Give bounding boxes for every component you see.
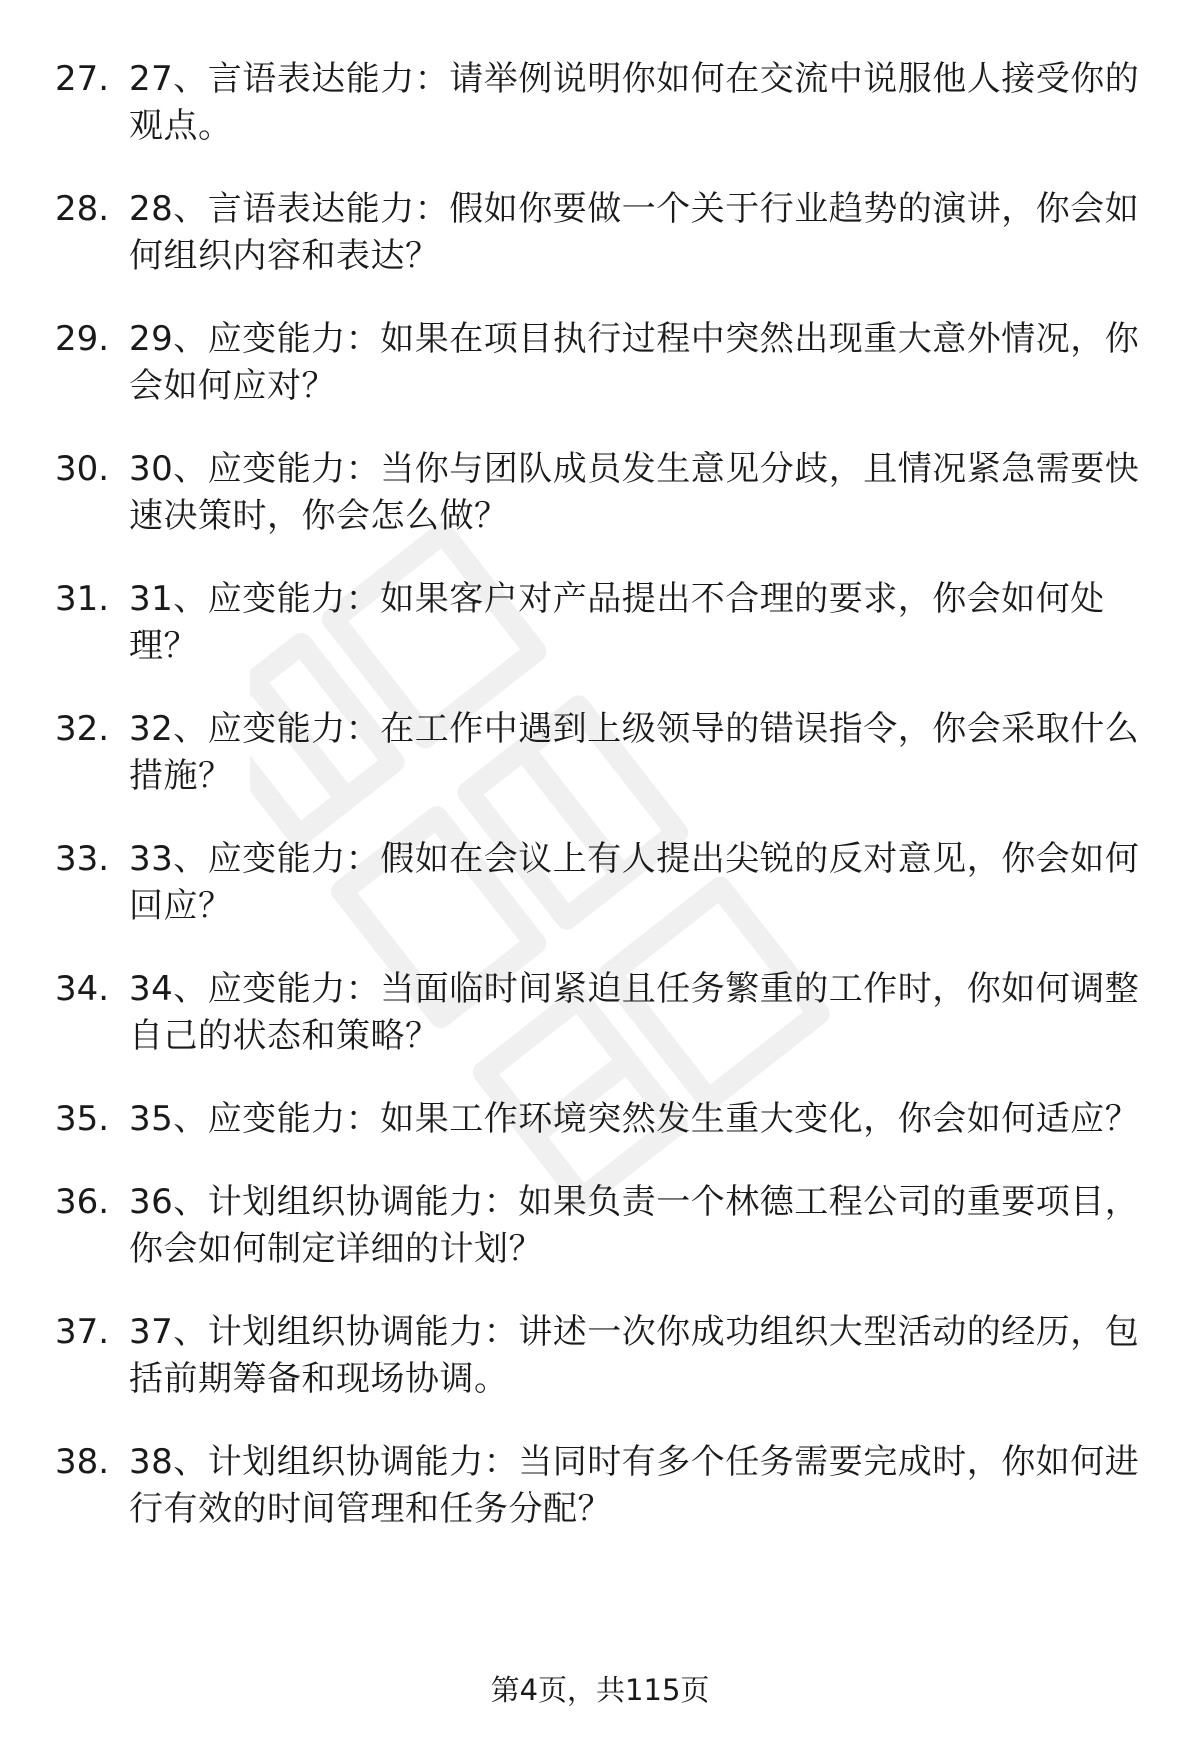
question-text: 35、应变能力：如果工作环境突然发生重大变化，你会如何适应？ (129, 1099, 1140, 1139)
question-text: 32、应变能力：在工作中遇到上级领导的错误指令，你会采取什么措施？ (129, 709, 1140, 796)
list-item (55, 576, 1155, 670)
question-text: 28、言语表达能力：假如你要做一个关于行业趋势的演讲，你会如何组织内容和表达？ (129, 189, 1140, 276)
question-text: 37、计划组织协调能力：讲述一次你成功组织大型活动的经历，包括前期筹备和现场协调。 (129, 1312, 1140, 1399)
list-item (55, 706, 1155, 800)
question-text: 27、言语表达能力：请举例说明你如何在交流中说服他人接受你的观点。 (129, 59, 1140, 146)
list-item (55, 1179, 1155, 1273)
page-footer: 第4页，共115页 (490, 1673, 710, 1707)
item-number: 28. (55, 189, 110, 229)
list-item (55, 1309, 1155, 1403)
question-list (55, 56, 1155, 1569)
item-number: 30. (55, 449, 110, 489)
item-number: 36. (55, 1182, 110, 1222)
list-item (55, 56, 1155, 150)
question-text: 34、应变能力：当面临时间紧迫且任务繁重的工作时，你如何调整自己的状态和策略？ (129, 969, 1140, 1056)
item-number: 33. (55, 839, 110, 879)
item-number: 35. (55, 1099, 110, 1139)
item-number: 34. (55, 969, 110, 1009)
list-item (55, 836, 1155, 930)
question-text: 36、计划组织协调能力：如果负责一个林德工程公司的重要项目，你会如何制定详细的计划？ (129, 1182, 1140, 1269)
question-text: 38、计划组织协调能力：当同时有多个任务需要完成时，你如何进行有效的时间管理和任务分配？ (129, 1442, 1140, 1529)
question-text: 33、应变能力：假如在会议上有人提出尖锐的反对意见，你会如何回应？ (129, 839, 1140, 926)
question-text: 29、应变能力：如果在项目执行过程中突然出现重大意外情况，你会如何应对？ (129, 319, 1140, 406)
list-item (55, 966, 1155, 1060)
item-number: 27. (55, 59, 110, 99)
item-number: 38. (55, 1442, 110, 1482)
question-text: 30、应变能力：当你与团队成员发生意见分歧，且情况紧急需要快速决策时，你会怎么做？ (129, 449, 1140, 536)
list-item (55, 1096, 1155, 1143)
item-number: 37. (55, 1312, 110, 1352)
list-item (55, 316, 1155, 410)
item-number: 31. (55, 579, 110, 619)
list-item (55, 1439, 1155, 1533)
question-text: 31、应变能力：如果客户对产品提出不合理的要求，你会如何处理？ (129, 579, 1105, 666)
list-item (55, 446, 1155, 540)
item-number: 29. (55, 319, 110, 359)
item-number: 32. (55, 709, 110, 749)
list-item (55, 186, 1155, 280)
